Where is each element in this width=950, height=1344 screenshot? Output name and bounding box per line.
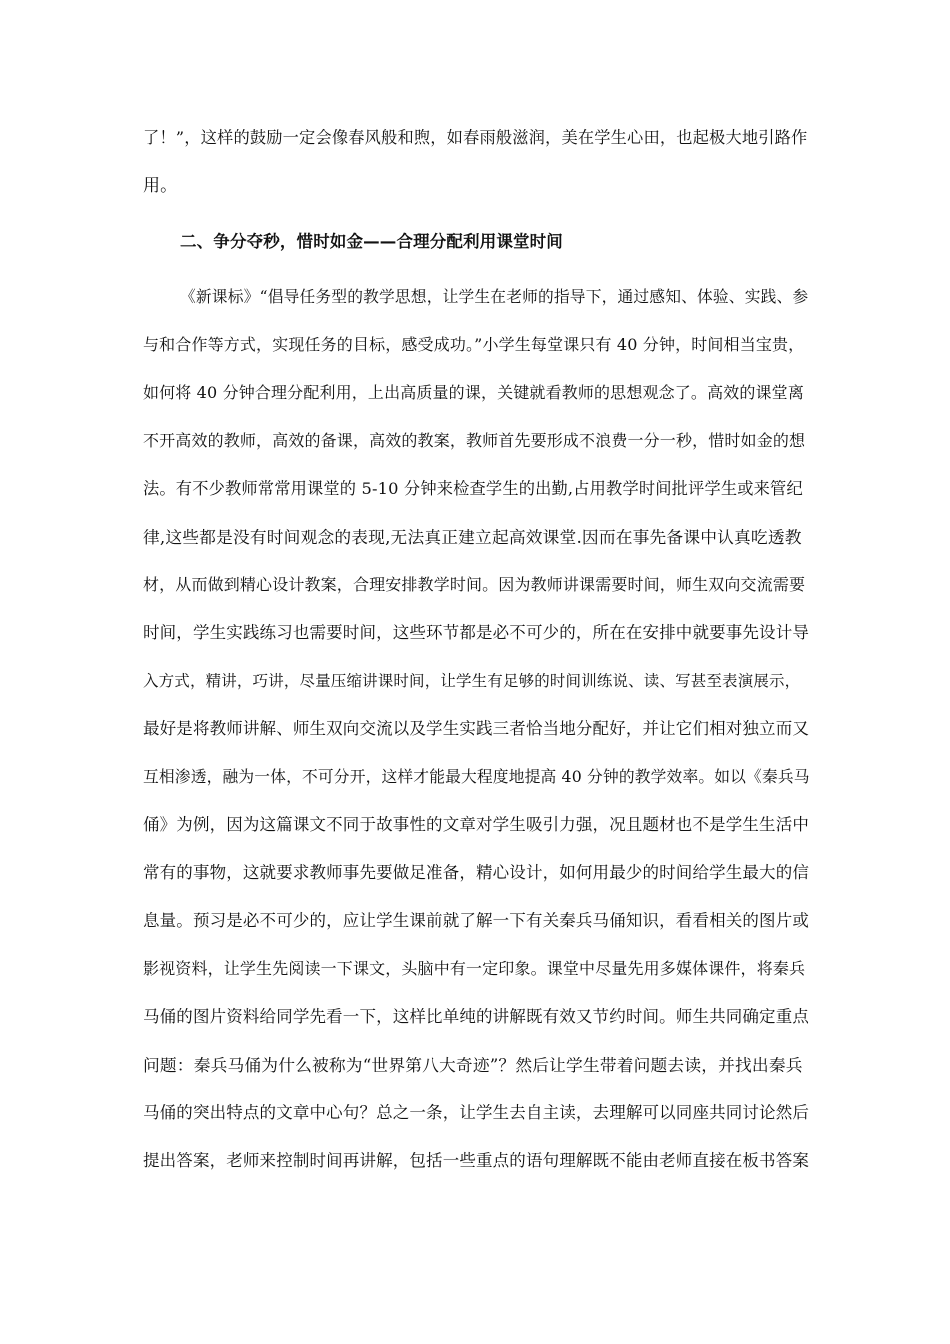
paragraph-line: 影视资料，让学生先阅读一下课文，头脑中有一定印象。课堂中尽量先用多媒体课件，将秦兵 — [143, 959, 806, 978]
paragraph-line: 问题：秦兵马俑为什么被称为“世界第八大奇迹”？然后让学生带着问题去读，并找出秦兵 — [143, 1055, 803, 1075]
paragraph-line: 不开高效的教师，高效的备课，高效的教案，教师首先要形成不浪费一分一秒，惜时如金的想 — [143, 431, 806, 450]
paragraph-line: 材，从而做到精心设计教案，合理安排教学时间。因为教师讲课需要时间，师生双向交流需要 — [143, 575, 806, 594]
paragraph-line: 用。 — [143, 176, 178, 196]
paragraph-line: 《新课标》“倡导任务型的教学思想，让学生在老师的指导下，通过感知、体验、实践、参 — [180, 287, 809, 306]
paragraph-line: 马俑的突出特点的文章中心句？总之一条，让学生去自主读，去理解可以同座共同讨论然后 — [143, 1103, 809, 1122]
paragraph-line: 与和合作等方式，实现任务的目标，感受成功。”小学生每堂课只有 40 分钟，时间相当宝贵， — [143, 335, 805, 354]
paragraph-line: 常有的事物，这就要求教师事先要做足准备，精心设计，如何用最少的时间给学生最大的信 — [143, 863, 809, 882]
section-heading: 二、争分夺秒，惜时如金——合理分配利用课堂时间 — [180, 232, 563, 251]
paragraph-line: 最好是将教师讲解、师生双向交流以及学生实践三者恰当地分配好，并让它们相对独立而又 — [143, 719, 809, 738]
paragraph-line: 了！”，这样的鼓励一定会像春风般和煦，如春雨般滋润，美在学生心田，也起极大地引路作 — [143, 128, 808, 147]
paragraph-line: 如何将 40 分钟合理分配利用，上出高质量的课，关键就看教师的思想观念了。高效的课堂离 — [143, 383, 804, 402]
paragraph-line: 互相渗透，融为一体，不可分开，这样才能最大程度地提高 40 分钟的教学效率。如以《秦兵马 — [143, 767, 810, 786]
paragraph-line: 提出答案，老师来控制时间再讲解，包括一些重点的语句理解既不能由老师直接在板书答案 — [143, 1151, 809, 1170]
paragraph-line: 马俑的图片资料给同学先看一下，这样比单纯的讲解既有效又节约时间。师生共同确定重点 — [143, 1007, 809, 1026]
paragraph-line: 俑》为例，因为这篇课文不同于故事性的文章对学生吸引力强，况且题材也不是学生生活中 — [143, 815, 809, 834]
paragraph-line: 入方式，精讲，巧讲，尽量压缩讲课时间，让学生有足够的时间训练说、读、写甚至表演展示， — [143, 672, 801, 690]
paragraph-line: 律,这些都是没有时间观念的表现,无法真正建立起高效课堂.因而在事先备课中认真吃透教 — [143, 527, 802, 547]
paragraph-line: 息量。预习是必不可少的，应让学生课前就了解一下有关秦兵马俑知识，看看相关的图片或 — [143, 911, 809, 930]
paragraph-line: 时间，学生实践练习也需要时间，这些环节都是必不可少的，所在在安排中就要事先设计导 — [143, 623, 809, 642]
paragraph-line: 法。有不少教师常常用课堂的 5-10 分钟来检查学生的出勤,占用教学时间批评学生或来管纪 — [143, 479, 803, 498]
